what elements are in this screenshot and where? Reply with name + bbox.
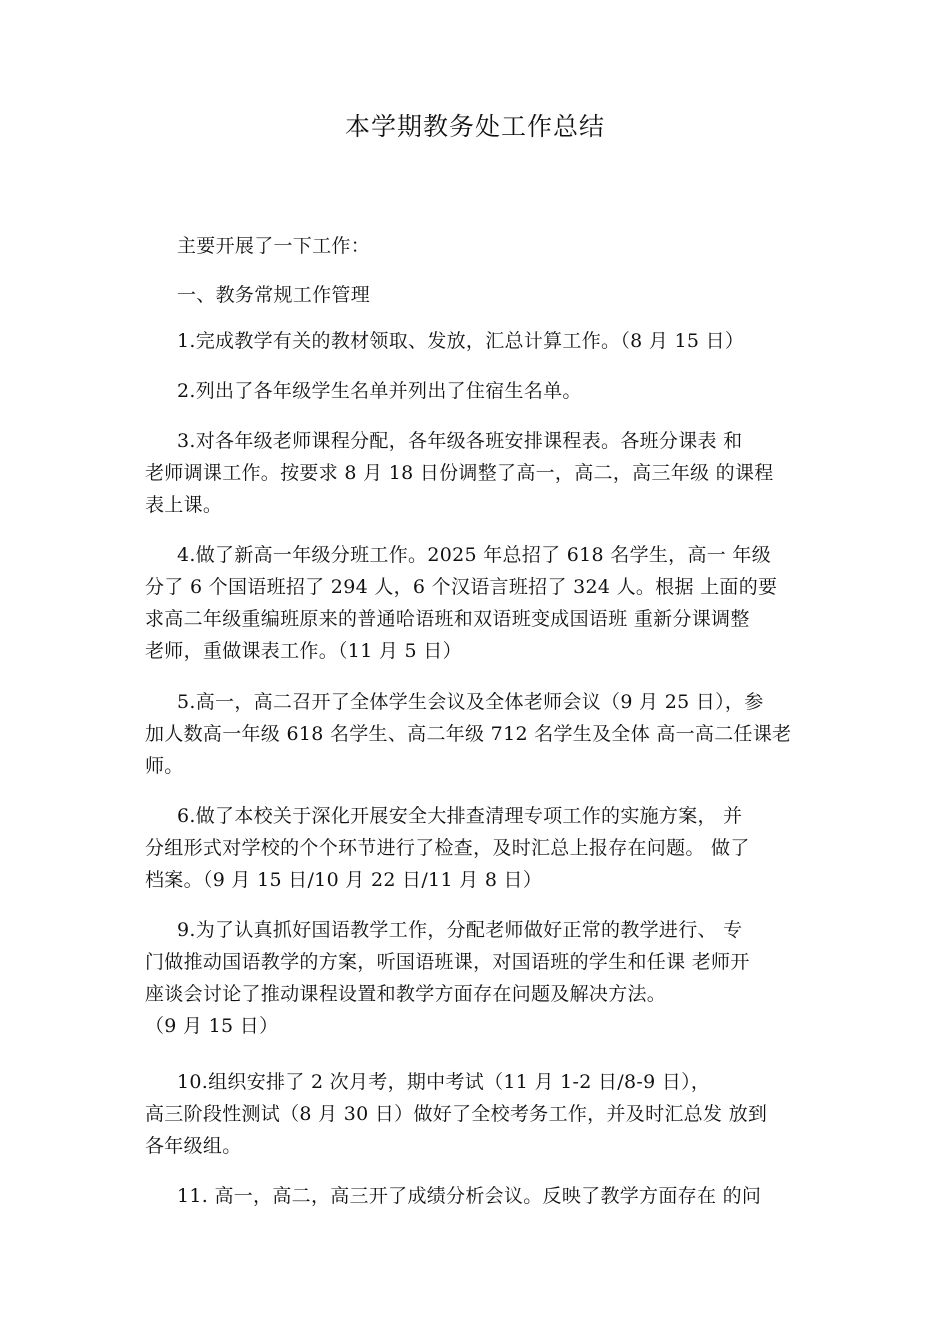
- item-4-line-2: 分了 6 个国语班招了 294 人，6 个汉语言班招了 324 人。根据 上面的要: [145, 576, 778, 598]
- item-1-line-1: 1.完成教学有关的教材领取、发放，汇总计算工作。（8 月 15 日）: [177, 330, 745, 352]
- item-5-line-1: 5.高一，高二召开了全体学生会议及全体老师会议（9 月 25 日），参: [177, 691, 764, 713]
- item-10-line-2: 高三阶段性测试（8 月 30 日）做好了全校考务工作，并及时汇总发 放到: [145, 1103, 768, 1125]
- item-6-line-2: 分组形式对学校的个个环节进行了检查，及时汇总上报存在问题。 做了: [145, 837, 750, 859]
- item-3-line-2: 老师调课工作。按要求 8 月 18 日份调整了高一，高二，高三年级 的课程: [145, 462, 774, 484]
- item-11-line-1: 11. 高一，高二，高三开了成绩分析会议。反映了教学方面存在 的问: [177, 1185, 762, 1207]
- item-9-line-4: （9 月 15 日）: [145, 1015, 279, 1037]
- item-9-line-1: 9.为了认真抓好国语教学工作，分配老师做好正常的教学进行、 专: [177, 919, 743, 941]
- item-9-line-3: 座谈会讨论了推动课程设置和教学方面存在问题及解决方法。: [145, 983, 667, 1005]
- item-3-line-3: 表上课。: [145, 494, 223, 516]
- item-6-line-3: 档案。（9 月 15 日/10 月 22 日/11 月 8 日）: [145, 869, 543, 891]
- item-6-line-1: 6.做了本校关于深化开展安全大排查清理专项工作的实施方案， 并: [177, 805, 743, 827]
- intro-text: 主要开展了一下工作：: [177, 235, 371, 257]
- item-2-line-1: 2.列出了各年级学生名单并列出了住宿生名单。: [177, 380, 582, 402]
- item-3-line-1: 3.对各年级老师课程分配，各年级各班安排课程表。各班分课表 和: [177, 430, 743, 452]
- document-title: 本学期教务处工作总结: [344, 112, 605, 141]
- item-9-line-2: 门做推动国语教学的方案，听国语班课，对国语班的学生和任课 老师开: [145, 951, 750, 973]
- item-10-line-3: 各年级组。: [145, 1135, 242, 1157]
- item-10-line-1: 10.组织安排了 2 次月考，期中考试（11 月 1-2 日/8-9 日），: [177, 1071, 711, 1093]
- item-4-line-3: 求高二年级重编班原来的普通哈语班和双语班变成国语班 重新分课调整: [145, 608, 750, 630]
- item-5-line-2: 加人数高一年级 618 名学生、高二年级 712 名学生及全体 高一高二任课老: [145, 723, 792, 745]
- section-heading: 一、教务常规工作管理: [177, 284, 371, 306]
- item-4-line-4: 老师，重做课表工作。（11 月 5 日）: [145, 640, 462, 662]
- item-4-line-1: 4.做了新高一年级分班工作。2025 年总招了 618 名学生，高一 年级: [177, 544, 772, 566]
- item-5-line-3: 师。: [145, 755, 184, 777]
